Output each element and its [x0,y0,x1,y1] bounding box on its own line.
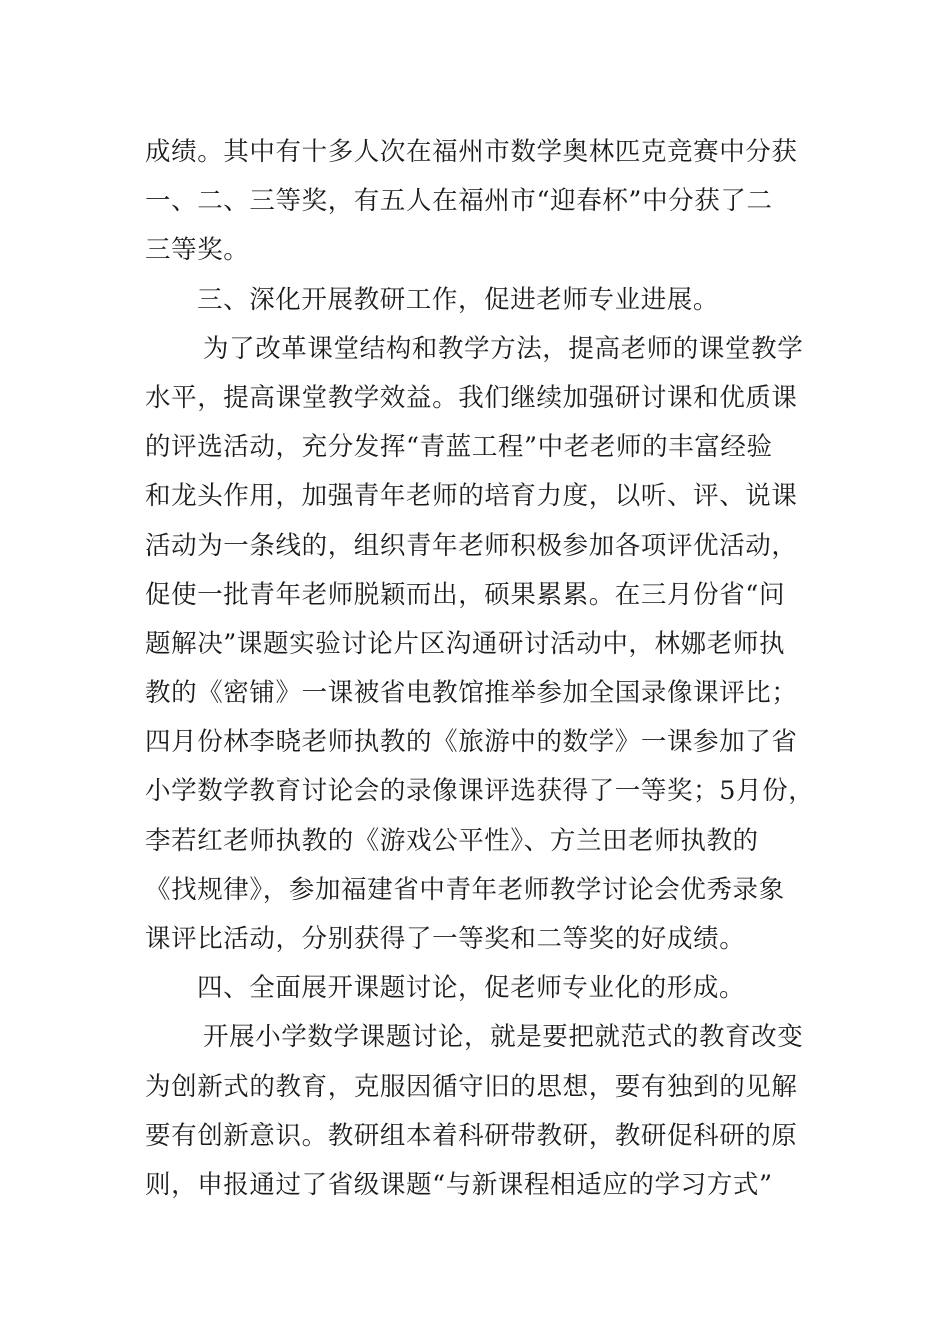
text-line: 水平，提高课堂教学效益。我们继续加强研讨课和优质课 [145,382,798,413]
text-line: 要有创新意识。教研组本着科研带教研，教研促科研的原 [145,1120,798,1151]
text-line: 题解决”课题实验讨论片区沟通研讨活动中，林娜老师执 [145,628,786,659]
text-line: 小学数学教育讨论会的录像课评选获得了一等奖；5月份， [145,776,815,807]
text-line: 《找规律》，参加福建省中青年老师教学讨论会优秀录象 [145,874,785,905]
text-line: 成绩。其中有十多人次在福州市数学奥林匹克竞赛中分获 [145,137,798,167]
text-line: 一、二、三等奖，有五人在福州市“迎春杯”中分获了二 [145,186,773,217]
section-heading: 四、全面展开课题讨论，促老师专业化的形成。 [197,973,746,1004]
text-line: 课评比活动，分别获得了一等奖和二等奖的好成绩。 [145,924,746,954]
text-line: 李若红老师执教的《游戏公平性》、方兰田老师执教的 [145,825,759,856]
text-line: 三等奖。 [145,235,250,266]
text-line: 的评选活动，充分发挥“青蓝工程”中老老师的丰富经验 [145,432,773,463]
text-line: 四月份林李晓老师执教的《旅游中的数学》一课参加了省 [145,727,798,758]
text-line: 则，申报通过了省级课题“与新课程相适应的学习方式” [145,1169,773,1200]
text-line: 活动为一条线的，组织青年老师积极参加各项评优活动， [145,530,798,561]
document-body [145,128,815,1210]
text-line: 教的《密铺》一课被省电教馆推举参加全国录像课评比； [145,678,798,709]
paragraph-first-line: 开展小学数学课题讨论，就是要把就范式的教育改变 [203,1022,804,1053]
text-line: 为创新式的教育，克服因循守旧的思想，要有独到的见解 [145,1071,798,1102]
text-line: 促使一批青年老师脱颖而出，硕果累累。在三月份省“问 [145,579,786,610]
section-heading: 三、深化开展教研工作，促进老师专业进展。 [197,284,720,315]
text-line: 和龙头作用，加强青年老师的培育力度，以听、评、说课 [145,481,798,512]
paragraph-first-line: 为了改革课堂结构和教学方法，提高老师的课堂教学 [203,333,804,364]
